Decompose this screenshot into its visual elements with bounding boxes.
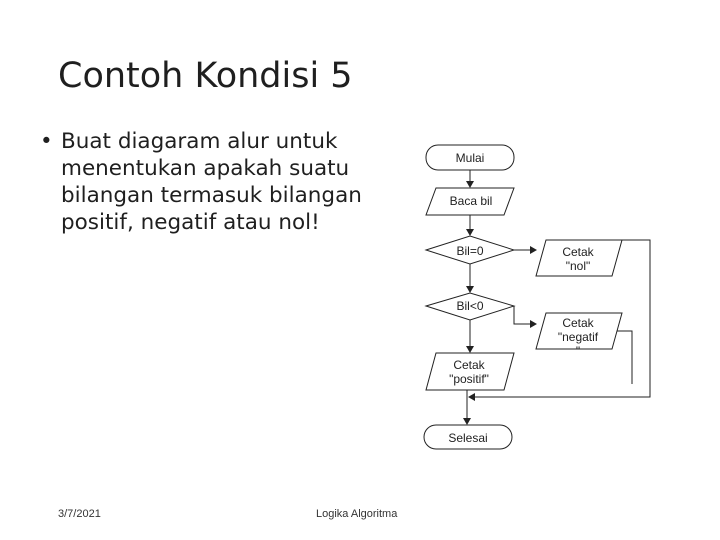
decision-bil-eq-0 [426, 236, 514, 264]
end-terminator [424, 425, 512, 449]
bullet-text: Buat diagaram alur untuk menentukan apakah suatu bilangan termasuk bilangan positif, negatif atau nol! [61, 129, 362, 235]
end-label: Selesai [448, 431, 488, 445]
decision-bil-eq-0-label: Bil=0 [456, 244, 484, 258]
decision-bil-lt-0-label: Bil<0 [456, 299, 484, 313]
footer-date: 3/7/2021 [58, 508, 101, 520]
start-terminator [426, 145, 514, 170]
bullet-dot-icon: • [40, 129, 53, 154]
decision-bil-lt-0 [426, 293, 514, 320]
output-nol [536, 240, 622, 276]
output-negatif-line1: Cetak [562, 316, 594, 330]
input-label: Baca bil [449, 194, 493, 208]
output-positif [426, 353, 514, 390]
output-positif-line2: "positif" [449, 372, 489, 386]
input-parallelogram [426, 188, 514, 215]
output-negatif [536, 313, 622, 358]
footer-course: Logika Algoritma [316, 508, 398, 520]
connector-cond2-negatif [514, 306, 536, 324]
output-negatif-line3: " [575, 344, 581, 358]
output-negatif-line2: "negatif [557, 330, 599, 344]
output-nol-line2: "nol" [565, 259, 591, 273]
output-nol-line1: Cetak [562, 245, 594, 259]
output-positif-line1: Cetak [453, 358, 485, 372]
start-label: Mulai [455, 151, 485, 165]
connector-negatif-merge [617, 331, 632, 384]
slide-title: Contoh Kondisi 5 [58, 56, 353, 96]
